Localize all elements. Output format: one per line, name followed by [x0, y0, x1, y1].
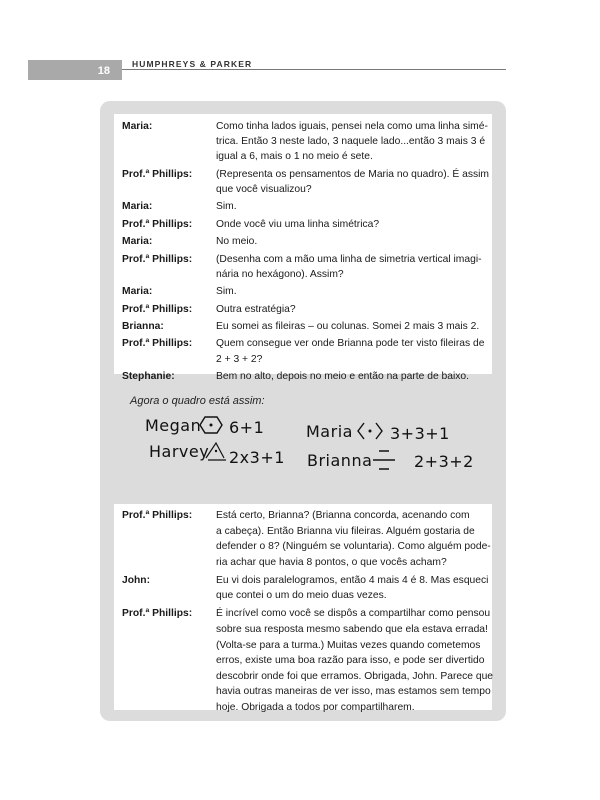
- dialogue-entry: [114, 201, 492, 216]
- speaker-name: Maria:: [122, 121, 153, 132]
- speaker-name: Prof.ª Phillips:: [122, 338, 193, 350]
- board-caption: Agora o quadro está assim:: [130, 395, 265, 407]
- speech-line: que contei o um do meio duas vezes.: [216, 590, 387, 602]
- speech-line: nária no hexágono). Assim?: [216, 268, 344, 280]
- speech-line: No meio.: [216, 236, 258, 248]
- speech-line: Bem no alto, depois no meio e então na parte de baixo.: [216, 371, 470, 382]
- page-header: [28, 60, 506, 80]
- board-harvey-name: Harvey: [149, 442, 210, 461]
- board-maria-name: Maria: [306, 422, 353, 441]
- speech-line: Quem consegue ver onde Brianna pode ter visto fileiras de: [216, 338, 485, 350]
- board-megan-name: Megan: [145, 416, 202, 435]
- speaker-name: Prof.ª Phillips:: [122, 303, 193, 315]
- dialogue-entry: [114, 254, 492, 284]
- speaker-name: Brianna:: [122, 321, 164, 332]
- speech-line: a cabeça). Então Brianna viu fileiras. Alguém gostaria de: [216, 525, 475, 537]
- speaker-name: Prof.ª Phillips:: [122, 608, 193, 620]
- speech-line: Está certo, Brianna? (Brianna concorda, acenando com: [216, 510, 470, 521]
- triangle-dots-icon: [204, 440, 228, 462]
- board-brianna-expr: 2+3+2: [414, 452, 474, 471]
- speech-line: igual a 6, mais o 1 no meio é sete.: [216, 151, 373, 163]
- speaker-name: Prof.ª Phillips:: [122, 253, 193, 265]
- speech-line: Eu somei as fileiras – ou colunas. Somei 2 mais 3 mais 2.: [216, 321, 480, 332]
- speech-line: (Representa os pensamentos de Maria no quadro). É assim: [216, 168, 490, 180]
- dialogue-entry: [114, 169, 492, 199]
- dialogue-entry: [114, 608, 492, 717]
- dialogue-entry: [114, 304, 492, 319]
- speech-line: Onde você viu uma linha simétrica?: [216, 218, 380, 230]
- speaker-name: John:: [122, 574, 151, 586]
- speech-line: trica. Então 3 neste lado, 3 naquele lado...então 3 mais 3 é: [216, 136, 486, 148]
- hexagon-icon: [199, 415, 223, 435]
- speech-line: (Desenha com a mão uma linha de simetria vertical imagi-: [216, 253, 482, 265]
- speech-line: sobre sua resposta mesmo sabendo que ela estava errada!: [216, 623, 488, 635]
- board-brianna-name: Brianna: [307, 451, 373, 470]
- dialogue-entry: [114, 219, 492, 234]
- board-maria-expr: 3+3+1: [390, 424, 450, 443]
- speaker-name: Stephanie:: [122, 371, 175, 382]
- dialogue-entry: [114, 236, 492, 251]
- speech-line: 2 + 3 + 2?: [216, 353, 263, 365]
- dialogue-box-2: [114, 504, 494, 713]
- speech-line: Eu vi dois paralelogramos, então 4 mais 4 é 8. Mas esqueci: [216, 574, 489, 586]
- speech-line: Sim.: [216, 201, 237, 213]
- speech-line: ria achar que havia 8 pontos, o que vocês acham?: [216, 556, 447, 568]
- dialogue-box-1: [114, 114, 492, 382]
- speech-line: Outra estratégia?: [216, 303, 296, 315]
- speaker-name: Prof.ª Phillips:: [122, 218, 193, 230]
- dialogue-entry: [114, 286, 492, 301]
- speaker-name: Prof.ª Phillips:: [122, 168, 193, 180]
- dialogue-entry: [114, 321, 492, 336]
- header-rule: [122, 69, 506, 70]
- running-head: HUMPHREYS & PARKER: [132, 59, 253, 69]
- dialogue-entry: [114, 575, 492, 606]
- speech-line: defender o 8? (Ninguém se voluntaria). Como alguém pode-: [216, 541, 491, 553]
- board-harvey-expr: 2x3+1: [229, 448, 285, 467]
- speech-line: erros, existe uma boa razão para isso, e pode ser divertido: [216, 655, 485, 667]
- speech-line: Sim.: [216, 286, 237, 298]
- dialogue-entry: [114, 121, 492, 167]
- dialogue-entry: [114, 338, 492, 368]
- dialogue-entry: [114, 510, 492, 572]
- speaker-name: Maria:: [122, 236, 153, 248]
- page-number: 18: [28, 60, 122, 80]
- dialogue-entry: [114, 371, 492, 386]
- speech-line: que você visualizou?: [216, 183, 312, 195]
- speech-line: Como tinha lados iguais, pensei nela como uma linha simé-: [216, 121, 488, 132]
- speech-line: descobrir onde foi que erramos. Obrigada, John. Parece que: [216, 670, 494, 682]
- rows-icon: [371, 447, 397, 473]
- speaker-name: Prof.ª Phillips:: [122, 510, 193, 521]
- speech-line: (Volta-se para a turma.) Muitas vezes quando cometemos: [216, 639, 481, 651]
- speech-line: havia outras maneiras de ver isso, mas estamos sem tempo: [216, 686, 491, 698]
- speech-line: hoje. Obrigada a todos por compartilharem.: [216, 701, 415, 713]
- board-megan-expr: 6+1: [229, 418, 265, 437]
- speaker-name: Maria:: [122, 286, 153, 298]
- speech-line: É incrível como você se dispôs a compartilhar como pensou: [216, 608, 491, 620]
- speaker-name: Maria:: [122, 201, 153, 213]
- hexagon-symmetry-icon: [357, 421, 383, 441]
